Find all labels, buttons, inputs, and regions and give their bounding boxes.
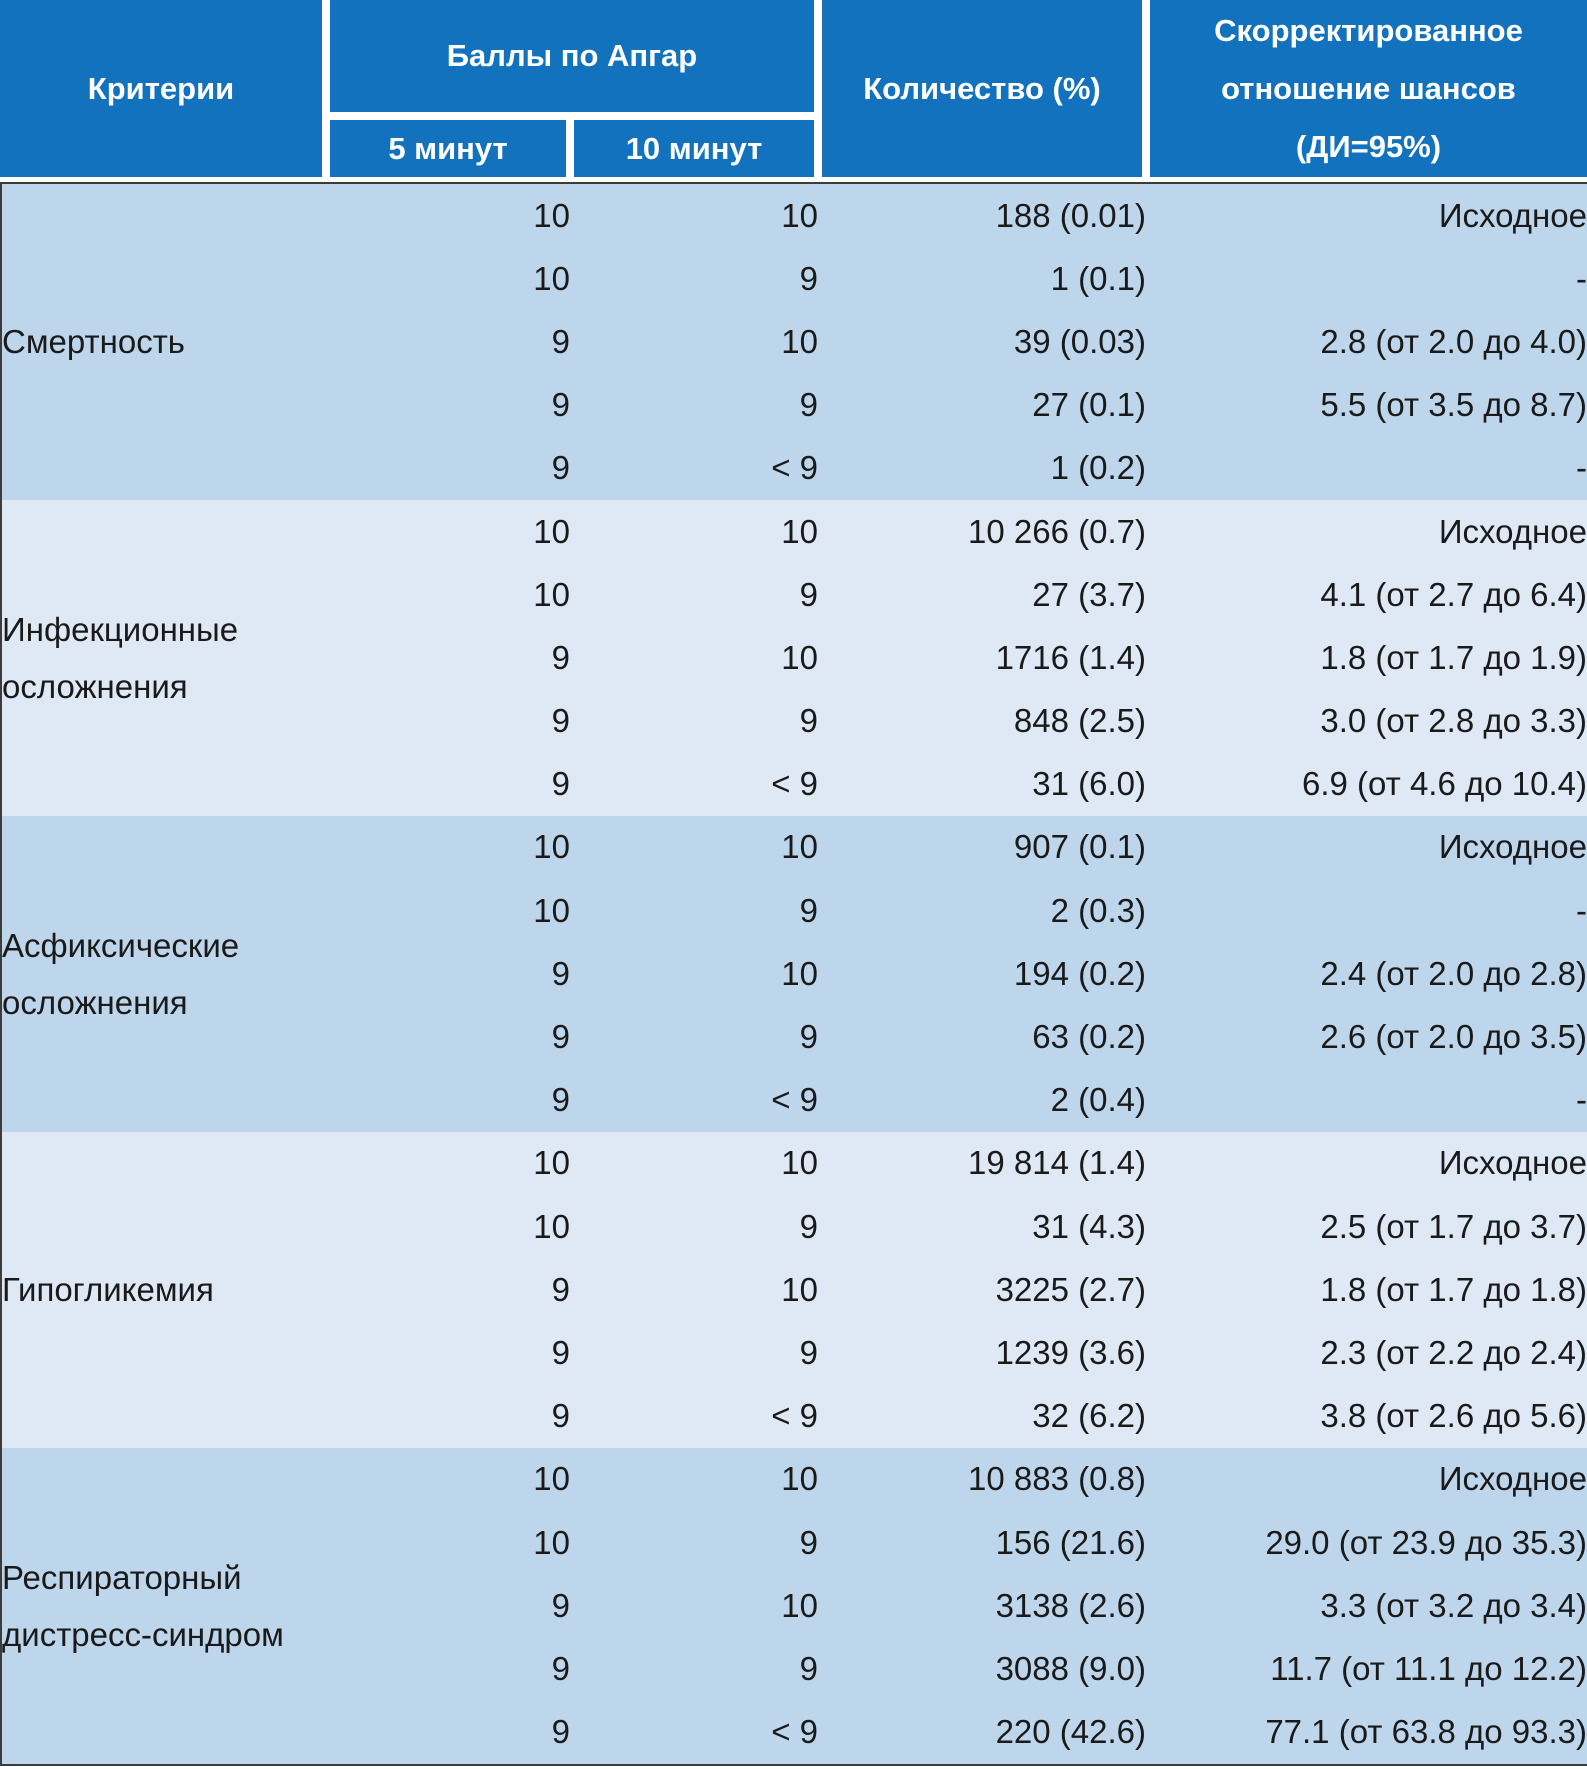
count-cell: 2 (0.4) <box>1050 1081 1146 1119</box>
table-header <box>0 0 1587 177</box>
count-cell: 3088 (9.0) <box>995 1649 1146 1687</box>
apgar-5min-cell: 9 <box>551 449 570 487</box>
table-row <box>2 816 1587 879</box>
count-cell: 848 (2.5) <box>1013 702 1146 740</box>
apgar-5min-cell: 10 <box>533 512 570 550</box>
count-cell: 3225 (2.7) <box>995 1270 1146 1308</box>
header-adjusted-odds-ratio: Скорректированное отношение шансов (ДИ=95%) <box>1150 0 1587 177</box>
table-row <box>2 1448 1587 1511</box>
apgar-10min-cell: 9 <box>799 702 818 740</box>
odds-ratio-cell: 2.5 (от 1.7 до 3.7) <box>1320 1207 1587 1245</box>
odds-ratio-cell: 2.6 (от 2.0 до 3.5) <box>1320 1018 1587 1056</box>
apgar-10min-cell: 10 <box>781 828 818 866</box>
table-row <box>2 184 1587 247</box>
table-row <box>2 500 1587 563</box>
apgar-10min-cell: 10 <box>781 196 818 234</box>
apgar-5min-cell: 10 <box>533 259 570 297</box>
odds-ratio-cell: - <box>1576 1081 1587 1119</box>
apgar-10min-cell: < 9 <box>771 449 818 487</box>
count-cell: 39 (0.03) <box>1013 322 1146 360</box>
odds-ratio-cell: 4.1 (от 2.7 до 6.4) <box>1320 575 1587 613</box>
table-body <box>2 184 1587 1764</box>
count-cell: 31 (4.3) <box>1032 1207 1146 1245</box>
odds-ratio-cell: - <box>1576 891 1587 929</box>
count-cell: 194 (0.2) <box>1013 954 1146 992</box>
odds-ratio-cell: Исходное <box>1438 512 1587 550</box>
apgar-10min-cell: 10 <box>781 1270 818 1308</box>
odds-ratio-cell: Исходное <box>1438 828 1587 866</box>
apgar-10min-cell: < 9 <box>771 1397 818 1435</box>
table-row <box>2 1132 1587 1195</box>
apgar-5min-cell: 9 <box>551 1081 570 1119</box>
apgar-5min-cell: 9 <box>551 386 570 424</box>
apgar-5min-cell: 10 <box>533 1207 570 1245</box>
apgar-10min-cell: 9 <box>799 891 818 929</box>
criteria-cell: Асфиксические осложнения <box>2 926 240 1021</box>
apgar-5min-cell: 9 <box>551 1397 570 1435</box>
header-count-percent: Количество (%) <box>822 0 1142 177</box>
count-cell: 1239 (3.6) <box>995 1333 1146 1371</box>
count-cell: 19 814 (1.4) <box>968 1144 1146 1182</box>
odds-ratio-cell: 1.8 (от 1.7 до 1.8) <box>1320 1270 1587 1308</box>
apgar-10min-cell: 9 <box>799 1018 818 1056</box>
apgar-5min-cell: 9 <box>551 1649 570 1687</box>
apgar-10min-cell: 9 <box>799 575 818 613</box>
apgar-5min-cell: 9 <box>551 765 570 803</box>
apgar-5min-cell: 9 <box>551 638 570 676</box>
apgar-5min-cell: 10 <box>533 891 570 929</box>
apgar-5min-cell: 10 <box>533 196 570 234</box>
odds-ratio-cell: 5.5 (от 3.5 до 8.7) <box>1320 386 1587 424</box>
count-cell: 27 (0.1) <box>1032 386 1146 424</box>
count-cell: 3138 (2.6) <box>995 1586 1146 1624</box>
odds-ratio-cell: 2.3 (от 2.2 до 2.4) <box>1320 1333 1587 1371</box>
header-10min: 10 минут <box>574 120 814 177</box>
count-cell: 1716 (1.4) <box>995 638 1146 676</box>
apgar-10min-cell: < 9 <box>771 1713 818 1751</box>
odds-ratio-cell: 6.9 (от 4.6 до 10.4) <box>1302 765 1587 803</box>
table-section <box>2 1132 1587 1448</box>
odds-ratio-cell: 2.8 (от 2.0 до 4.0) <box>1320 322 1587 360</box>
apgar-5min-cell: 9 <box>551 1270 570 1308</box>
count-cell: 2 (0.3) <box>1050 891 1146 929</box>
apgar-5min-cell: 9 <box>551 1018 570 1056</box>
count-cell: 31 (6.0) <box>1032 765 1146 803</box>
apgar-5min-cell: 9 <box>551 954 570 992</box>
odds-ratio-cell: 1.8 (от 1.7 до 1.9) <box>1320 638 1587 676</box>
apgar-10min-cell: < 9 <box>771 765 818 803</box>
apgar-5min-cell: 10 <box>533 1523 570 1561</box>
apgar-5min-cell: 9 <box>551 1713 570 1751</box>
apgar-10min-cell: 9 <box>799 1523 818 1561</box>
odds-ratio-cell: Исходное <box>1438 196 1587 234</box>
apgar-5min-cell: 10 <box>533 575 570 613</box>
odds-ratio-cell: 29.0 (от 23.9 до 35.3) <box>1265 1523 1587 1561</box>
apgar-10min-cell: 10 <box>781 322 818 360</box>
apgar-10min-cell: 10 <box>781 1144 818 1182</box>
count-cell: 32 (6.2) <box>1032 1397 1146 1435</box>
criteria-cell: Гипогликемия <box>2 1271 214 1309</box>
apgar-5min-cell: 9 <box>551 1333 570 1371</box>
apgar-5min-cell: 9 <box>551 322 570 360</box>
odds-ratio-cell: 3.0 (от 2.8 до 3.3) <box>1320 702 1587 740</box>
count-cell: 1 (0.1) <box>1050 259 1146 297</box>
apgar-10min-cell: 10 <box>781 638 818 676</box>
apgar-10min-cell: 9 <box>799 1333 818 1371</box>
apgar-10min-cell: < 9 <box>771 1081 818 1119</box>
odds-ratio-cell: 77.1 (от 63.8 до 93.3) <box>1265 1713 1587 1751</box>
count-cell: 10 266 (0.7) <box>968 512 1146 550</box>
criteria-cell: Смертность <box>2 323 185 361</box>
table-section <box>2 816 1587 1132</box>
apgar-10min-cell: 9 <box>799 386 818 424</box>
count-cell: 63 (0.2) <box>1032 1018 1146 1056</box>
table-section <box>2 184 1587 500</box>
apgar-10min-cell: 9 <box>799 259 818 297</box>
header-apgar-group: Баллы по Апгар <box>330 0 814 112</box>
apgar-10min-cell: 10 <box>781 512 818 550</box>
count-cell: 27 (3.7) <box>1032 575 1146 613</box>
odds-ratio-cell: - <box>1576 259 1587 297</box>
count-cell: 188 (0.01) <box>995 196 1146 234</box>
apgar-5min-cell: 9 <box>551 702 570 740</box>
count-cell: 220 (42.6) <box>995 1713 1146 1751</box>
apgar-10min-cell: 10 <box>781 954 818 992</box>
odds-ratio-cell: - <box>1576 449 1587 487</box>
count-cell: 10 883 (0.8) <box>968 1460 1146 1498</box>
apgar-5min-cell: 9 <box>551 1586 570 1624</box>
apgar-10min-cell: 10 <box>781 1460 818 1498</box>
count-cell: 156 (21.6) <box>995 1523 1146 1561</box>
odds-ratio-cell: 3.8 (от 2.6 до 5.6) <box>1320 1397 1587 1435</box>
criteria-cell: Инфекционные осложнения <box>2 610 239 705</box>
apgar-10min-cell: 10 <box>781 1586 818 1624</box>
odds-ratio-cell: 11.7 (от 11.1 до 12.2) <box>1270 1649 1587 1687</box>
table-body-frame <box>0 182 1587 1766</box>
apgar-10min-cell: 9 <box>799 1207 818 1245</box>
apgar-10min-cell: 9 <box>799 1649 818 1687</box>
header-5min: 5 минут <box>330 120 566 177</box>
odds-ratio-cell: 3.3 (от 3.2 до 3.4) <box>1320 1586 1587 1624</box>
odds-ratio-cell: Исходное <box>1438 1144 1587 1182</box>
count-cell: 907 (0.1) <box>1013 828 1146 866</box>
odds-ratio-cell: Исходное <box>1438 1460 1587 1498</box>
odds-ratio-cell: 2.4 (от 2.0 до 2.8) <box>1320 954 1587 992</box>
count-cell: 1 (0.2) <box>1050 449 1146 487</box>
table-section <box>2 500 1587 816</box>
apgar-5min-cell: 10 <box>533 1144 570 1182</box>
table-section <box>2 1448 1587 1764</box>
header-criteria: Критерии <box>0 0 322 177</box>
apgar-5min-cell: 10 <box>533 828 570 866</box>
apgar-5min-cell: 10 <box>533 1460 570 1498</box>
criteria-cell: Респираторный дистресс-синдром <box>2 1558 284 1653</box>
